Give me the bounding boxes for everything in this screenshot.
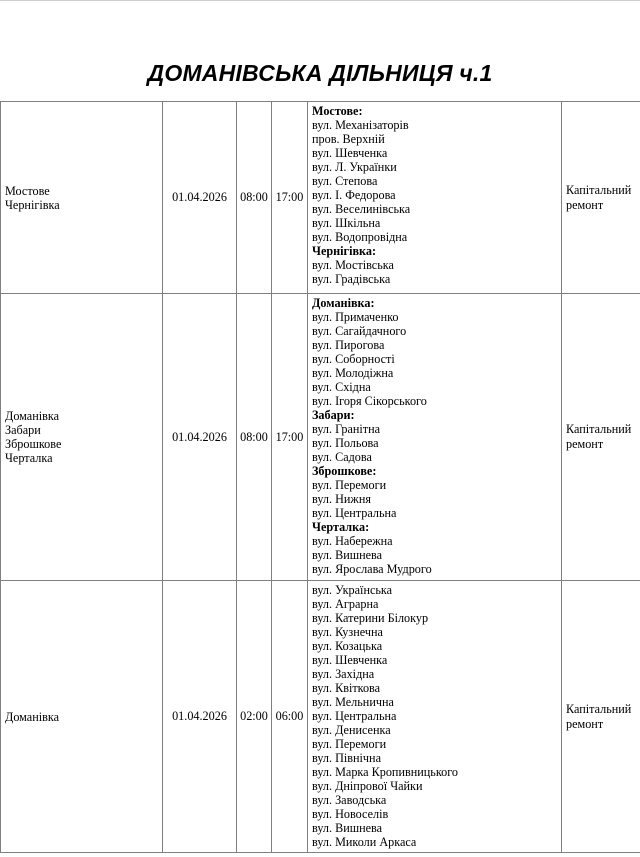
work-type-text: ремонт <box>566 716 604 731</box>
settlement-group-heading: Черталка: <box>312 520 370 534</box>
street-name: вул. Центральна <box>312 506 397 520</box>
street-name: вул. Шкільна <box>312 216 381 230</box>
street-name: вул. Східна <box>312 380 371 394</box>
settlement-name: Доманівка <box>5 709 60 724</box>
street-name: вул. Денисенка <box>312 723 391 737</box>
street-name: вул. Веселинівська <box>312 202 411 216</box>
end-time-cell: 17:00 <box>272 294 308 581</box>
street-name: вул. Примаченко <box>312 310 399 324</box>
start-time-cell: 02:00 <box>237 581 272 853</box>
settlement-group-heading: Доманівка: <box>312 296 375 310</box>
street-name: вул. Л. Українки <box>312 160 397 174</box>
date-cell: 01.04.2026 <box>163 294 237 581</box>
settlement-group-heading: Забари: <box>312 408 355 422</box>
street-name: вул. Вишнева <box>312 548 383 562</box>
street-name: вул. Вишнева <box>312 821 383 835</box>
outage-schedule-table <box>0 101 640 853</box>
street-name: вул. Перемоги <box>312 478 387 492</box>
settlements-cell <box>1 294 163 581</box>
street-name: вул. Дніпрової Чайки <box>312 779 423 793</box>
street-name: вул. Миколи Аркаса <box>312 835 417 849</box>
settlements-cell <box>1 102 163 294</box>
page-title: ДОМАНІВСЬКА ДІЛЬНИЦЯ ч.1 <box>147 60 493 86</box>
street-name: вул. Молодіжна <box>312 366 394 380</box>
work-type-text: Капітальний <box>566 701 632 716</box>
settlement-name: Зброшкове <box>5 437 62 451</box>
street-name: вул. Квіткова <box>312 681 381 695</box>
table-row <box>1 294 640 581</box>
work-type-cell <box>562 102 640 294</box>
street-name: вул. Набережна <box>312 534 393 548</box>
top-border-line <box>0 0 640 1</box>
street-name: вул. Північна <box>312 751 381 765</box>
settlement-name: Черталка <box>5 451 53 465</box>
settlement-name: Чернігівка <box>5 197 60 212</box>
settlement-group-heading: Чернігівка: <box>312 244 377 258</box>
work-type-text: Капітальний <box>566 182 632 197</box>
street-name: вул. Новоселів <box>312 807 389 821</box>
table-row <box>1 102 640 294</box>
street-name: вул. Марка Кропивницького <box>312 765 459 779</box>
end-time-cell: 17:00 <box>272 102 308 294</box>
street-name: вул. Катерини Білокур <box>312 611 429 625</box>
street-name: вул. Західна <box>312 667 375 681</box>
street-name: вул. Степова <box>312 174 378 188</box>
work-type-text: Капітальний <box>566 422 632 436</box>
street-name: вул. Пирогова <box>312 338 385 352</box>
street-name: вул. Ярослава Мудрого <box>312 562 432 576</box>
end-time-cell: 06:00 <box>272 581 308 853</box>
settlement-name: Доманівка <box>5 409 60 423</box>
streets-cell <box>308 102 562 294</box>
settlement-group-heading: Зброшкове: <box>312 464 377 478</box>
street-name: вул. Шевченка <box>312 146 388 160</box>
street-name: вул. Козацька <box>312 639 383 653</box>
street-name: вул. Заводська <box>312 793 387 807</box>
street-name: вул. Перемоги <box>312 737 387 751</box>
work-type-text: ремонт <box>566 197 604 212</box>
date-cell: 01.04.2026 <box>163 102 237 294</box>
work-type-text: ремонт <box>566 437 604 451</box>
street-name: вул. Шевченка <box>312 653 388 667</box>
street-name: вул. Градівська <box>312 272 391 286</box>
settlement-name: Забари <box>5 423 41 437</box>
work-type-cell <box>562 294 640 581</box>
streets-cell <box>308 581 562 853</box>
street-name: вул. Садова <box>312 450 372 464</box>
settlement-group-heading: Мостове: <box>312 104 363 118</box>
settlement-name: Мостове <box>5 183 50 198</box>
street-name: пров. Верхній <box>312 132 385 146</box>
streets-cell <box>308 294 562 581</box>
street-name: вул. Нижня <box>312 492 371 506</box>
table-row <box>1 581 640 853</box>
street-name: вул. Аграрна <box>312 597 379 611</box>
street-name: вул. Українська <box>312 583 393 597</box>
street-name: вул. Сагайдачного <box>312 324 407 338</box>
street-name: вул. Водопровідна <box>312 230 408 244</box>
street-name: вул. Кузнечна <box>312 625 383 639</box>
street-name: вул. Ігоря Сікорського <box>312 394 427 408</box>
settlements-cell <box>1 581 163 853</box>
work-type-cell <box>562 581 640 853</box>
street-name: вул. Польова <box>312 436 379 450</box>
start-time-cell: 08:00 <box>237 294 272 581</box>
start-time-cell: 08:00 <box>237 102 272 294</box>
date-cell: 01.04.2026 <box>163 581 237 853</box>
street-name: вул. Центральна <box>312 709 397 723</box>
street-name: вул. І. Федорова <box>312 188 396 202</box>
street-name: вул. Механізаторів <box>312 118 409 132</box>
street-name: вул. Мельнична <box>312 695 394 709</box>
street-name: вул. Гранітна <box>312 422 381 436</box>
street-name: вул. Соборності <box>312 352 395 366</box>
street-name: вул. Мостівська <box>312 258 394 272</box>
